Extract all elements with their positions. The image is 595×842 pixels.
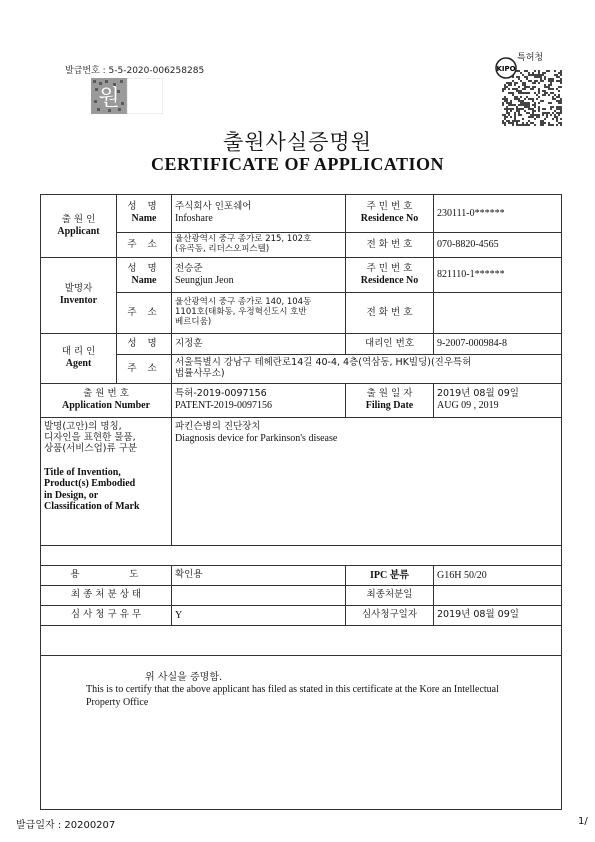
invention-label-en-4: Classification of Mark (44, 501, 140, 513)
invention-title-en: Diagnosis device for Parkinson's disease (175, 432, 338, 444)
agent-address-line2: 법률사무소) (175, 368, 225, 379)
applicant-address-label: 주 소 (117, 233, 172, 258)
agent-number-label: 대리인 번호 (346, 334, 434, 355)
application-number-label-cell (41, 384, 172, 418)
inventor-name-ko: 전승준 (175, 262, 203, 274)
inventor-address-cell (172, 293, 346, 334)
usage-label-1: 용 (70, 569, 80, 581)
invention-label-en-1: Title of Invention, (44, 466, 121, 478)
inventor-label-ko: 발명자 (64, 283, 93, 295)
filing-date-label-en: Filing Date (365, 400, 414, 412)
certificate-table (40, 194, 562, 810)
agent-label-ko: 대 리 인 (61, 346, 96, 358)
exam-request-label: 심 사 청 구 유 무 (41, 606, 172, 626)
filing-date-en: AUG 09 , 2019 (437, 400, 499, 412)
applicant-name-label-ko: 성 명 (127, 201, 161, 213)
spacer-row (41, 546, 562, 566)
certification-cell (41, 656, 562, 810)
issue-date: 발급일자 : 20200207 (16, 820, 116, 831)
application-number-label-ko: 출 원 번 호 (83, 388, 129, 400)
filing-date-label-cell (346, 384, 434, 418)
inventor-address-line2: 1101호(태화동, 우정혁신도시 호반 (175, 307, 307, 318)
title-english: CERTIFICATE OF APPLICATION (150, 154, 445, 174)
filing-date-label-ko: 출 원 일 자 (366, 388, 413, 400)
qr-code (494, 56, 562, 126)
inventor-residence-label-cell (346, 258, 434, 293)
inventor-name-label-en: Name (131, 274, 157, 286)
application-number-cell (172, 384, 346, 418)
application-number-en: PATENT-2019-0097156 (175, 400, 273, 412)
invention-title-ko: 파킨슨병의 진단장치 (175, 421, 261, 432)
applicant-name-ko: 주식회사 인포쉐어 (175, 201, 252, 213)
agent-number-value: 9-2007-000984-8 (434, 334, 562, 355)
inventor-label-en: Inventor (59, 295, 98, 307)
certification-english: This is to certify that the above applicant has filed as stated in this certificate at the Kore an Intellectual Property Office (86, 684, 499, 708)
inventor-phone-label: 전 화 번 호 (346, 293, 434, 334)
agent-name-label: 성 명 (117, 334, 172, 355)
agent-label-en: Agent (65, 358, 92, 370)
title-korean: 출원사실증명원 (222, 130, 372, 154)
invention-label-en-2: Product(s) Embodied (44, 478, 136, 490)
applicant-residence-label-ko: 주 민 번 호 (366, 201, 413, 213)
inventor-name-en: Seungjun Jeon (175, 274, 234, 286)
ipc-value: G16H 50/20 (434, 566, 562, 586)
applicant-name-en: Infoshare (175, 213, 213, 225)
disposition-date-value (434, 586, 562, 606)
inventor-address-line3: 베르디움) (175, 316, 212, 327)
ipc-label: IPC 분류 (346, 566, 434, 586)
invention-label-ko-3: 상품(서비스업)류 구분 (44, 442, 138, 454)
certification-korean: 위 사실을 증명함. (145, 672, 223, 683)
exam-date-label: 심사청구일자 (346, 606, 434, 626)
applicant-name-cell (172, 195, 346, 233)
kipo-label: 특허청 (517, 53, 544, 63)
inventor-name-cell (172, 258, 346, 293)
exam-request-value: Y (172, 606, 346, 626)
applicant-label-cell (41, 195, 117, 258)
applicant-residence-value: 230111-0****** (434, 195, 562, 233)
blank-row (41, 626, 562, 656)
official-seal (91, 78, 163, 114)
applicant-address-line1: 울산광역시 중구 종가로 215, 102호 (175, 234, 312, 245)
invention-label-en-3: in Design, or (44, 489, 99, 501)
disposition-date-label: 최종처분일 (346, 586, 434, 606)
usage-label-2: 도 (129, 569, 139, 581)
filing-date-ko: 2019년 08월 09일 (437, 388, 519, 400)
inventor-residence-value: 821110-1****** (434, 258, 562, 293)
kipo-logo-mark: KIPO (496, 65, 516, 73)
application-number-ko: 특허-2019-0097156 (175, 388, 267, 400)
inventor-name-label-ko: 성 명 (127, 262, 161, 274)
applicant-address-cell (172, 233, 346, 258)
applicant-label-ko: 출 원 인 (61, 213, 96, 225)
invention-title-cell (172, 418, 562, 546)
applicant-address-line2: (유곡동, 리더스오피스텔) (175, 244, 270, 254)
disposition-status-label: 최 종 처 분 상 태 (41, 586, 172, 606)
agent-label-cell (41, 334, 117, 384)
inventor-residence-label-en: Residence No (360, 274, 419, 286)
inventor-phone-value (434, 293, 562, 334)
agent-address-label: 주 소 (117, 355, 172, 384)
invention-label-cell (41, 418, 172, 546)
inventor-address-label: 주 소 (117, 293, 172, 334)
filing-date-cell (434, 384, 562, 418)
inventor-residence-label-ko: 주 민 번 호 (366, 262, 413, 274)
issue-number: 발급번호 : 5-5-2020-006258285 (65, 66, 205, 76)
applicant-residence-label-en: Residence No (360, 213, 419, 225)
disposition-status-value (172, 586, 346, 606)
inventor-name-label-cell (117, 258, 172, 293)
agent-address-line1: 서울특별시 강남구 테헤란로14길 40-4, 4층(역삼동, HK빌딩)(진우특허 (175, 357, 472, 369)
invention-label-ko-2: 디자인을 표현한 물품, (44, 431, 136, 443)
applicant-phone-label: 전 화 번 호 (346, 233, 434, 258)
applicant-residence-label-cell (346, 195, 434, 233)
applicant-label-en: Applicant (57, 225, 100, 237)
applicant-phone-value: 070-8820-4565 (434, 233, 562, 258)
page-number: 1/ (578, 816, 588, 827)
applicant-name-label-cell (117, 195, 172, 233)
usage-value: 확인용 (172, 566, 346, 586)
exam-date-value: 2019년 08월 09일 (434, 606, 562, 626)
seal-character: 원 (98, 86, 120, 111)
inventor-label-cell (41, 258, 117, 334)
usage-label-cell (41, 566, 172, 586)
applicant-name-label-en: Name (131, 213, 157, 225)
agent-address-cell (172, 355, 562, 384)
invention-label-ko-1: 발명(고안)의 명칭, (44, 421, 122, 432)
application-number-label-en: Application Number (61, 400, 151, 412)
agent-name-value: 지정훈 (172, 334, 346, 355)
inventor-address-line1: 울산광역시 중구 종가로 140, 104동 (175, 297, 312, 308)
